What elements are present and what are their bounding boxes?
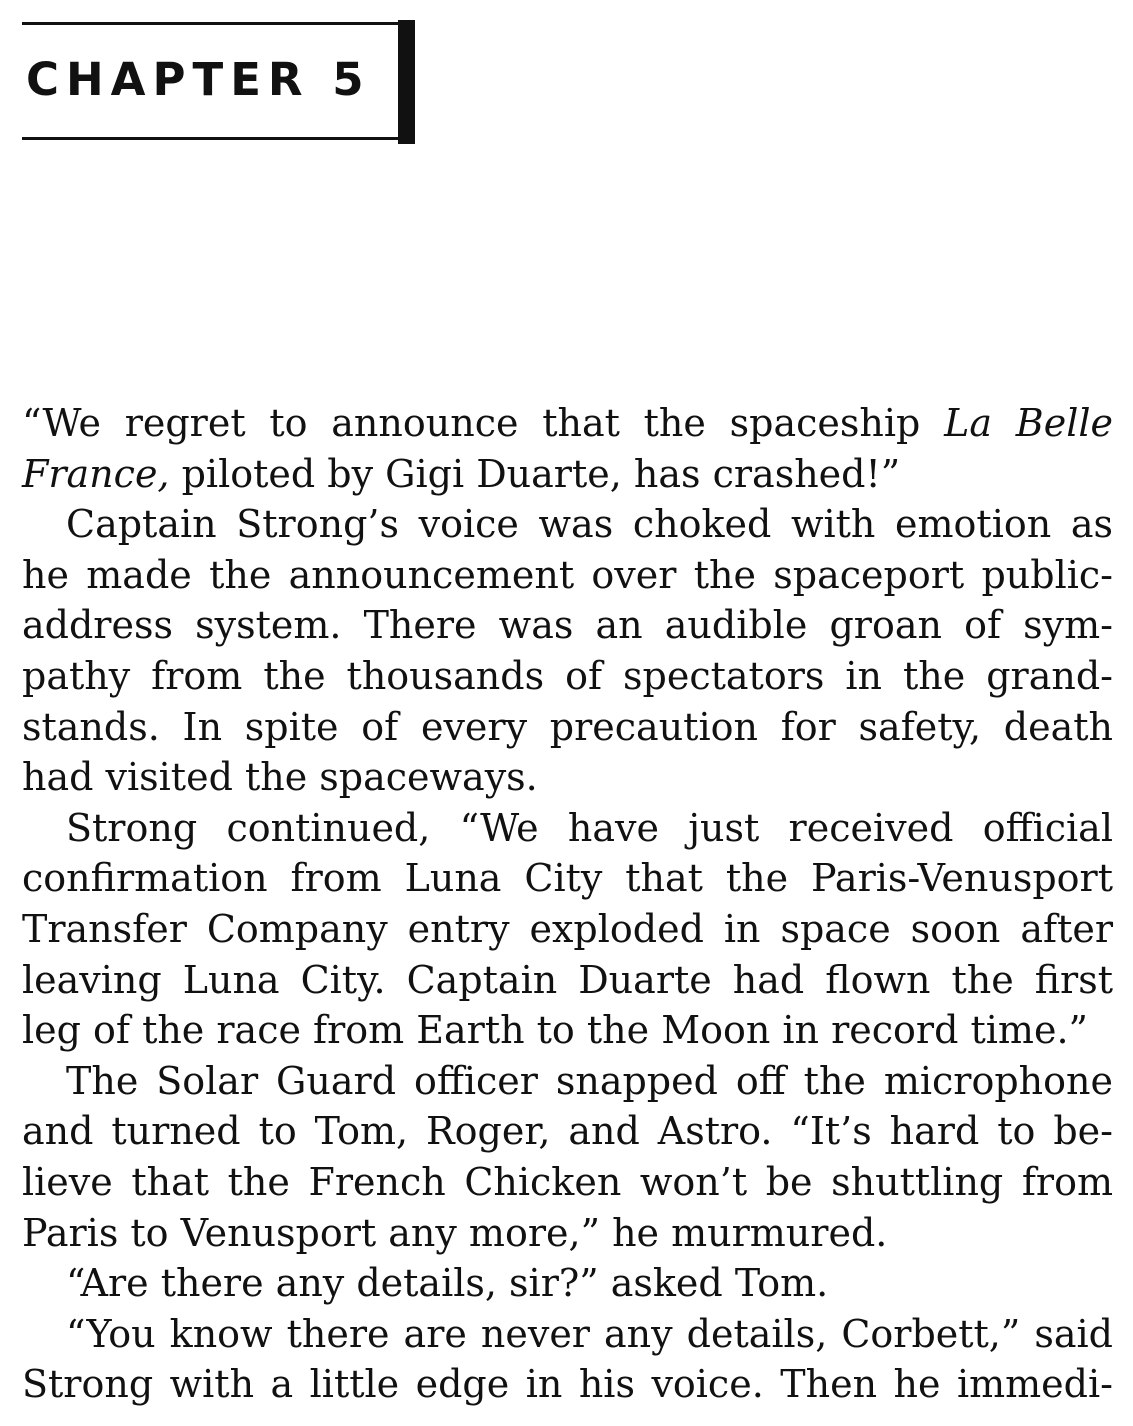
text-line <box>22 803 1113 854</box>
line-text: lieve that the French Chicken won’t be shuttling from <box>22 1159 1113 1204</box>
text-line <box>22 499 1113 550</box>
paragraph <box>22 499 1113 803</box>
text-line <box>22 1208 1113 1259</box>
line-text: pathy from the thousands of spectators in the grand- <box>22 653 1113 698</box>
text-line <box>22 955 1113 1006</box>
body-text <box>22 398 1113 1410</box>
line-text: “Are there any details, sir?” asked Tom. <box>66 1261 829 1306</box>
text-line <box>22 702 1113 753</box>
text-line <box>22 1258 1113 1309</box>
text-line <box>22 853 1113 904</box>
line-text: Paris to Venusport any more,” he murmured. <box>22 1210 888 1255</box>
text-line <box>22 449 1113 500</box>
line-text: he made the announcement over the spaceport public- <box>22 552 1113 597</box>
line-text: “We regret to announce that the spaceship <box>22 401 945 445</box>
line-text: Strong continued, “We have just received official <box>66 805 1113 850</box>
text-line <box>22 398 1113 449</box>
line-text: had visited the spaceways. <box>22 755 538 800</box>
line-text: leg of the race from Earth to the Moon in record time.” <box>22 1008 1088 1053</box>
text-line <box>22 651 1113 702</box>
line-text: Captain Strong’s voice was choked with emotion as <box>66 502 1113 547</box>
text-line <box>22 752 1113 803</box>
text-line <box>22 1157 1113 1208</box>
text-line <box>22 1309 1113 1360</box>
italic-text: La Belle <box>944 401 1114 445</box>
paragraph <box>22 1309 1113 1410</box>
paragraph <box>22 1056 1113 1258</box>
line-text: “You know there are never any details, Corbett,” said <box>66 1311 1113 1356</box>
line-text: Transfer Company entry exploded in space soon after <box>22 906 1113 951</box>
chapter-title: CHAPTER 5 <box>26 53 371 106</box>
text-line <box>22 904 1113 955</box>
paragraph <box>22 398 1113 499</box>
line-text: address system. There was an audible groan of sym- <box>22 603 1113 648</box>
text-line <box>22 1005 1113 1056</box>
line-text: piloted by Gigi Duarte, has crashed!” <box>169 451 901 496</box>
line-text: leaving Luna City. Captain Duarte had flown the first <box>22 957 1113 1002</box>
line-text: The Solar Guard officer snapped off the microphone <box>66 1058 1113 1103</box>
chapter-heading-bar <box>398 20 415 144</box>
line-text: and turned to Tom, Roger, and Astro. “It’s hard to be- <box>22 1109 1113 1154</box>
text-line <box>22 550 1113 601</box>
text-line <box>22 1106 1113 1157</box>
line-text: stands. In spite of every precaution for safety, death <box>22 704 1113 749</box>
line-text: Strong with a little edge in his voice. Then he immedi- <box>22 1362 1113 1407</box>
text-line <box>22 1359 1113 1410</box>
italic-text: France, <box>22 451 170 496</box>
text-line <box>22 1056 1113 1107</box>
line-text: confirmation from Luna City that the Paris-Venusport <box>22 856 1113 901</box>
paragraph <box>22 1258 1113 1309</box>
text-line <box>22 600 1113 651</box>
paragraph <box>22 803 1113 1056</box>
